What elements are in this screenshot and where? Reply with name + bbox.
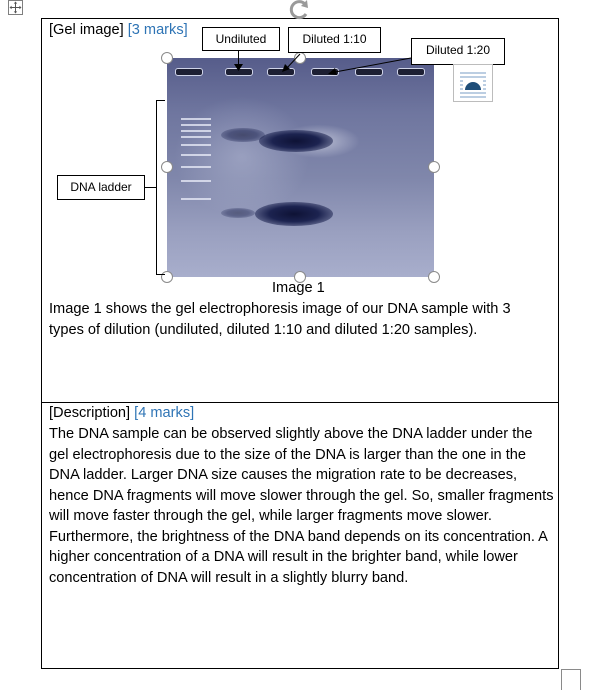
callout-undiluted-label: Undiluted xyxy=(215,32,267,46)
callout-diluted-1-20 xyxy=(411,38,505,65)
rotate-handle-icon[interactable] xyxy=(286,0,312,20)
callout-diluted-1-10-arrow xyxy=(280,53,304,73)
ladder-band xyxy=(181,198,211,200)
dna-band-diluted-upper xyxy=(259,130,333,152)
description-marks: [4 marks] xyxy=(134,405,195,421)
arrowhead-icon xyxy=(234,64,243,71)
callout-dna-ladder-connector xyxy=(145,187,156,188)
callout-diluted-1-10 xyxy=(288,27,381,53)
ladder-band xyxy=(181,180,211,182)
description-heading-label: [Description] xyxy=(49,405,131,421)
callout-diluted-1-20-arrow xyxy=(325,56,415,78)
description-paragraph: The DNA sample can be observed slightly above the DNA ladder under the gel electrophoresis due to the size of the DNA is larger than the one in the DNA ladder. Larger DNA size causes the migration rate to be decreases, hence DNA fragments will move slower through the gel. So, smaller fragments will move faster through the gel, while larger fragments move slower. Furthermore, the brightness of the DNA band depends on its concentration. A higher concentration of a DNA will result in the brighter band, while lower concentration of DNA will result in a slightly blurry band. xyxy=(49,426,554,586)
ladder-band xyxy=(181,144,211,146)
layout-options-icon[interactable] xyxy=(453,64,493,102)
ladder-band xyxy=(181,130,211,132)
table-move-handle-icon[interactable] xyxy=(8,0,23,15)
gel-image-heading-label: [Gel image] xyxy=(49,22,124,38)
resize-handle-top-left[interactable] xyxy=(161,52,173,64)
gel-electrophoresis-image[interactable] xyxy=(167,58,434,277)
dna-ladder-bracket xyxy=(156,100,165,275)
dna-band-undiluted-lower xyxy=(221,208,255,218)
callout-dna-ladder xyxy=(57,175,145,200)
ladder-band xyxy=(181,136,211,138)
ladder-band xyxy=(181,166,211,168)
resize-handle-bottom-right[interactable] xyxy=(428,271,440,283)
ladder-band xyxy=(181,154,211,156)
ladder-band xyxy=(181,124,211,126)
gel-image-marks: [3 marks] xyxy=(127,22,188,38)
gel-well xyxy=(175,68,203,76)
description-heading xyxy=(49,403,194,424)
gel-image-paragraph: Image 1 shows the gel electrophoresis image of our DNA sample with 3 types of dilution (undiluted, diluted 1:10 and diluted 1:20 samples). xyxy=(49,301,511,338)
page-corner-marker xyxy=(561,669,581,690)
callout-diluted-1-20-label: Diluted 1:20 xyxy=(425,43,491,57)
ladder-band xyxy=(181,118,211,120)
callout-undiluted xyxy=(202,27,280,51)
dna-band-diluted-lower xyxy=(255,202,333,226)
gel-image-heading xyxy=(49,20,188,41)
resize-handle-middle-right[interactable] xyxy=(428,161,440,173)
callout-dna-ladder-label: DNA ladder xyxy=(70,180,132,194)
callout-diluted-1-10-label: Diluted 1:10 xyxy=(302,32,367,46)
image-caption: Image 1 xyxy=(272,280,325,296)
